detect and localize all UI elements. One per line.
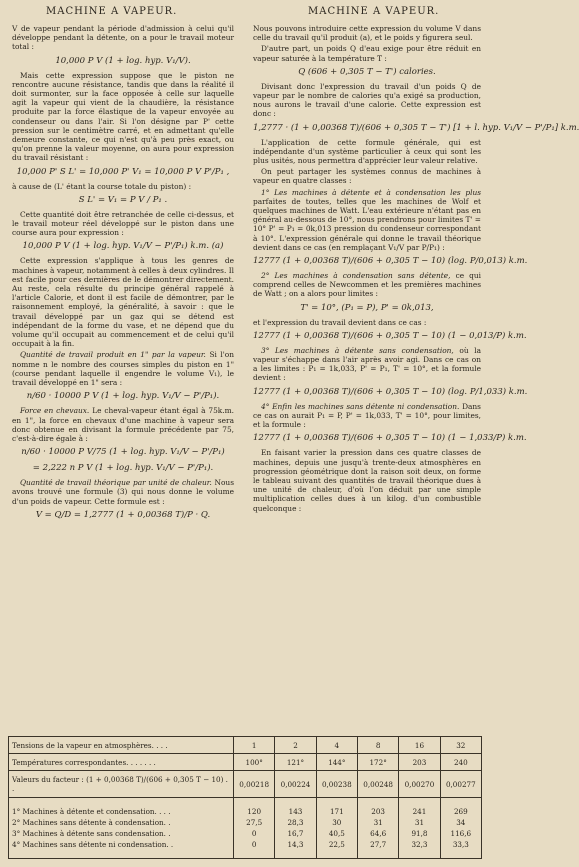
table-cell: 0,00238 [316,771,357,798]
formula: Q (606 + 0,305 T − T') calories. [298,66,436,77]
paragraph-text: Si l'on nomme n le nombre des courses simples du piston en 1" (course pendant laquelle il engendre le volume V₁), le travail développé en 1" sera : [12,350,234,388]
value: 91,8 [411,829,428,838]
paragraph: et l'expression du travail devient dans ce cas : [253,317,427,327]
paragraph-text: Le cheval-vapeur étant égal à 75k.m. en 1", la force en chevaux d'une machine à vapeur sera donc obtenue en divisant la formule précédente par 75, c'est-à-dire égale à : [12,406,234,443]
value: 143 [288,807,303,816]
right-column [253,24,579,515]
running-header-left: MACHINE A VAPEUR. [46,6,178,17]
value: 34 [456,818,466,827]
row-label: Températures correspondantes. . . . . . . [12,757,156,767]
value: 27,7 [370,840,387,849]
formula: 12777 (1 + 0,00368 T)/(606 + 0,305 T − 10) (log. P/0,013) k.m. [253,256,528,267]
value: 33,3 [452,840,469,849]
value: 116,6 [450,829,472,838]
paragraph: L'application de cette formule générale, qui est indépendante d'un système particulier à ceux qui sont les plus usités, nous permettra d'apprécier leur valeur relative. [253,137,481,166]
table-cell [357,798,398,859]
paragraph: En faisant varier la pression dans ces quatre classes de machines, depuis une jusqu'à trente-deux atmosphères en progression géométrique dont la raison soit deux, on forme le tableau suivant des quantités de travail théorique dues à une unité de chaleur, d'où l'on déduit par une simple multiplication celles dues à un kilog. d'un combustible quelconque : [253,448,481,513]
value: 0 [251,840,257,849]
table-cell [399,798,440,859]
formula: 10,000 P V (1 + log. hyp. V₁/V). [55,55,191,66]
paragraph-text: Nous avons trouvé une formule (3) qui nous donne le volume d'un poids de vapeur. Cette formule est : [12,478,234,506]
paragraph-text: ce qui comprend celles de Newcommen et les premières machines de Watt ; on a alors pour limites : [253,271,482,299]
formula: 10,000 P' S L' = 10,000 P' V₁ = 10,000 P V P'/P₁ , [16,166,230,177]
table-cell: 2 [275,737,316,754]
value: 64,6 [370,829,387,838]
table-cell [440,798,481,859]
section-title: Force en chevaux. [20,406,90,416]
machine-label: 4° Machines sans détente ni condensation. . [12,840,174,849]
machine-label: 3° Machines à détente sans condensation. . [12,829,171,838]
value: 27,5 [246,818,263,827]
table-cell: 0,00277 [440,771,481,798]
table-cell: 172° [357,754,398,771]
paragraph: à cause de (L' étant la course totale du piston) : [12,181,192,191]
formula: 12777 (1 + 0,00368 T)/(606 + 0,305 T − 10) (log. P/1,033) k.m. [253,386,528,397]
value: 22,5 [328,840,345,849]
value: 16,7 [287,829,304,838]
paragraph [253,188,481,252]
value: 31 [373,818,383,827]
paragraph: On peut partager les systèmes connus de machines à vapeur en quatre classes : [253,167,481,186]
section-title: 3° Les machines à détente sans condensation, [261,345,454,355]
table-row [9,798,482,859]
machine-label: 2° Machines sans détente à condensation. . [12,818,171,827]
section-title: Quantité de travail produit en 1" par la vapeur. [20,350,206,360]
table-cell: 0,00248 [357,771,398,798]
paragraph [12,350,234,387]
paragraph: D'autre part, un poids Q d'eau exige pour être réduit en vapeur saturée à la température T : [253,44,481,63]
paragraph: V de vapeur pendant la période d'admission à celui qu'il développe pendant la détente, on a pour le travail moteur total : [12,24,234,52]
formula: n/60 · 10000 P V (1 + log. hyp. V₁/V − P'/P₁). [26,391,220,402]
table-cell: 4 [316,737,357,754]
value: 269 [453,807,468,816]
paragraph [12,478,234,506]
row-label: Valeurs du facteur : (1 + 0,00368 T)/(606 + 0,305 T − 10) . . [12,775,228,793]
value: 31 [414,818,425,827]
paragraph-text: parfaites de toutes, telles que les machines de Wolf et quelques machines de Watt. L'eau extérieure n'étant pas en général au-dessous de 10°, nous prendrons pour limites T' = 10° P' = P₁ = 0k,013 pression du condenseur correspondant à 10°. L'expression générale qui donne le travail théorique devient dans ce cas (en remplaçant V₁/V par P/P₁) : [253,196,481,252]
section-title: 2° Les machines à condensation sans détente, [261,271,451,281]
value: 28,3 [287,818,304,827]
paragraph [12,406,234,443]
value: 14,3 [287,840,304,849]
formula: T' = 10°, (P₁ = P), P' = 0k,013, [300,302,434,313]
formula: 12777 (1 + 0,00368 T)/(606 + 0,305 T − 10) (1 − 1,033/P) k.m. [253,433,527,444]
table-cell [316,798,357,859]
left-column [12,24,234,525]
value: 30 [332,818,342,827]
paragraph: Cette expression s'applique à tous les genres de machines à vapeur, notamment à celles à deux cylindres. Il est facile pour ces dernières de le démontrer directement. Au reste, cela résulte du principe général rappelé à l'article Calorie, et dont il est facile de démontrer, par le raisonnement employé, la généralité, à savoir : que le travail développé par un gaz qui se détend est indépendant de la forme du vase, et ne dépend que du volume qu'il occupait au commencement et de celui qu'il occupait à la fin. [12,256,234,349]
paragraph: Cette quantité doit être retranchée de celle ci-dessus, et le travail moteur réel développé sur le piston dans une course aura pour expression : [12,209,234,238]
paragraph [253,402,481,430]
paragraph: Mais cette expression suppose que le piston ne rencontre aucune résistance, tandis que dans la réalité il doit surmonter, sur la face opposée à celle sur laquelle agit la vapeur qui vient de la chaudière, la résistance produite par la force élastique de la vapeur envoyée au condenseur ou dans l'air. Si l'on désigne par P' cette pression sur le centimètre carré, et en admettant qu'elle demeure constante, ce qui n'est qu'à peu près exact, ou qu'on prenne la valeur moyenne, on aura pour expression du travail résistant : [12,70,234,163]
row-label [9,798,234,859]
formula: = 2,222 n P V (1 + log. hyp. V₁/V − P'/P₁). [32,463,214,474]
table-cell [234,798,275,859]
table-cell: 0,00224 [275,771,316,798]
paragraph-text: Dans ce cas on aurait P₁ = P, P' = 1k,033, T' = 10°, pour limites, et la formule : [253,401,481,430]
value: 171 [329,807,344,816]
paragraph [253,346,481,383]
table-cell: 1 [234,737,275,754]
table-cell: 0,00218 [234,771,275,798]
formula: S L' = V₁ = P V / P₁ . [78,194,168,205]
running-header-right: MACHINE A VAPEUR. [308,6,440,17]
value: 40,5 [328,829,345,838]
table-cell: 0,00270 [399,771,440,798]
formula: 10,000 P V (1 + log. hyp. V₁/V − P'/P₁) k.m. (a) [22,241,224,252]
table-cell: 32 [440,737,481,754]
table-cell: 100° [234,754,275,771]
paragraph: Divisant donc l'expression du travail d'un poids Q de vapeur par le nombre de calories qu'a exigé sa production, nous aurons le travail d'une calorie. Cette expression est donc : [253,81,481,119]
paragraph-text: où la vapeur s'échappe dans l'air après avoir agi. Dans ce cas on a les limites : P₁ = 1k,033, P' = P₁, T' = 10°, et la formule devient : [253,345,481,383]
paragraph: Nous pouvons introduire cette expression du volume V dans celle du travail qu'il produit (a), et le poids y figurera seul. [253,24,481,43]
paragraph [253,271,481,299]
table-cell: 16 [399,737,440,754]
value: 120 [247,807,262,816]
table-cell: 203 [399,754,440,771]
value: 0 [251,829,257,838]
data-table [8,736,482,859]
formula: 1,2777 · (1 + 0,00368 T)/(606 + 0,305 T − T') [1 + l. hyp. V₁/V − P'/P₁] k.m. [253,122,579,133]
value: 203 [371,807,385,816]
table-cell: 144° [316,754,357,771]
formula: 12777 (1 + 0,00368 T)/(606 + 0,305 T − 10) (1 − 0,013/P) k.m. [253,330,527,341]
table-row [9,754,482,771]
value: 241 [412,807,427,816]
formula: V = Q/D = 1,2777 (1 + 0,00368 T)/P · Q. [35,509,211,520]
value: 32,3 [411,840,428,849]
table-cell: 240 [440,754,481,771]
formula: n/60 · 10000 P V/75 (1 + log. hyp. V₁/V − P'/P₁) [21,447,225,458]
table-cell: 8 [357,737,398,754]
section-title: 1° Les machines à détente et à condensation les plus [261,187,481,197]
section-title: Quantité de travail théorique par unité de chaleur. [20,478,212,488]
table-cell [275,798,316,859]
row-label: Tensions de la vapeur en atmosphères. . . . [12,740,168,750]
table-row [9,737,482,754]
section-title: 4° Enfin les machines sans détente ni condensation. [261,401,460,411]
table-row [9,771,482,798]
table-cell: 121° [275,754,316,771]
machine-label: 1° Machines à détente et condensation. . . . [12,807,171,816]
